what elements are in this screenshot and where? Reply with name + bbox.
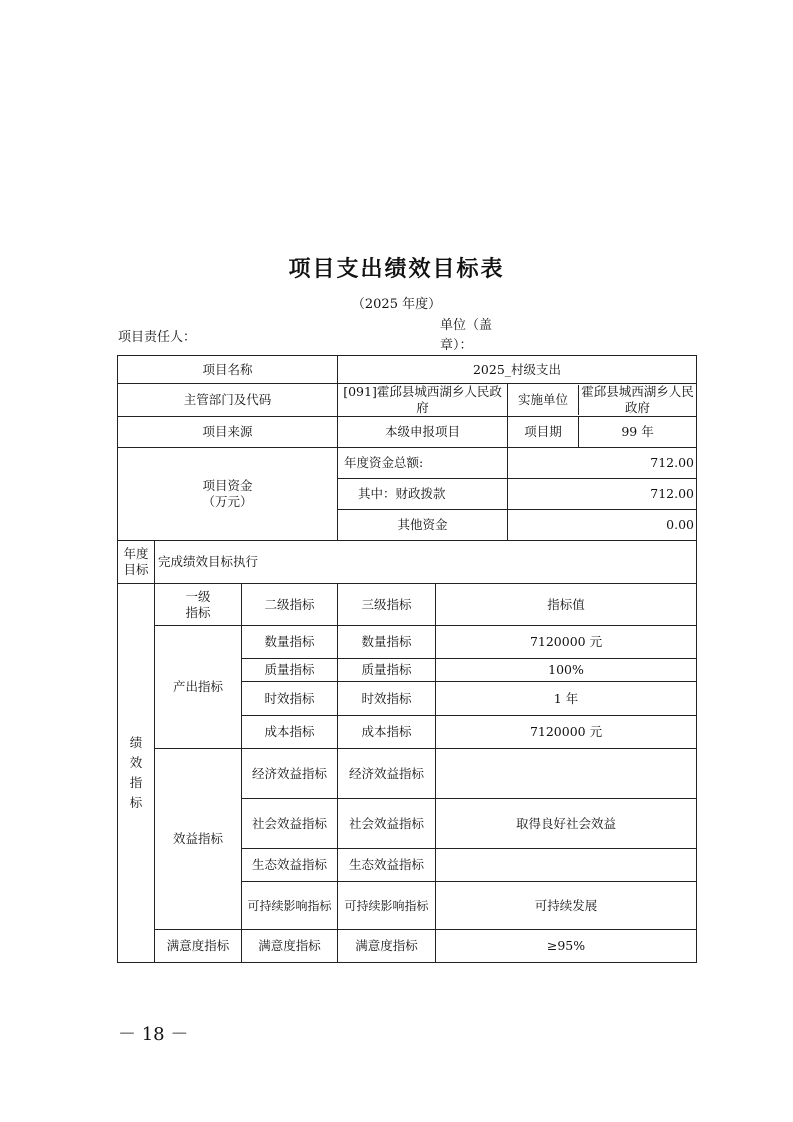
benefit-level3: 可持续影响指标	[338, 882, 436, 930]
satisfaction-row	[118, 930, 697, 963]
output-value: 7120000 元	[436, 716, 697, 749]
funds-fiscal-label: 其中：财政拨款	[338, 479, 508, 510]
output-level3: 质量指标	[338, 659, 436, 682]
output-level3: 时效指标	[338, 682, 436, 716]
benefit-value	[436, 749, 697, 799]
output-indicators-label: 产出指标	[155, 626, 242, 749]
level1-header	[155, 584, 242, 626]
satisfaction-level2: 满意度指标	[242, 930, 338, 963]
implementing-unit-value: 霍邱县城西湖乡人民政府	[581, 384, 694, 415]
project-source-row	[118, 417, 697, 448]
benefit-level3: 生态效益指标	[338, 849, 436, 882]
indicator-header-row	[118, 584, 697, 626]
satisfaction-level1: 满意度指标	[155, 930, 242, 963]
fiscal-year: （2025 年度）	[351, 297, 442, 312]
section-char: 指	[129, 775, 143, 790]
output-level3: 成本指标	[338, 716, 436, 749]
benefit-level3: 社会效益指标	[338, 799, 436, 849]
department-value: [091]霍邱县城西湖乡人民政府	[338, 384, 508, 417]
output-level3: 数量指标	[338, 626, 436, 659]
implementing-unit-label: 实施单位	[508, 385, 579, 415]
section-char: 效	[129, 755, 143, 770]
funds-total-row	[118, 448, 697, 479]
level1-header-line2: 指标	[185, 604, 211, 620]
page-number: － 18 －	[118, 1024, 189, 1045]
section-char: 绩	[129, 735, 143, 750]
project-funds-label	[118, 448, 338, 541]
implementing-unit-cell	[508, 384, 697, 417]
level1-header-line1: 一级	[185, 588, 211, 604]
performance-indicators-label	[118, 584, 155, 963]
funds-other-value: 0.00	[508, 510, 697, 541]
department-label: 主管部门及代码	[118, 384, 338, 417]
project-period-value: 99 年	[621, 424, 654, 439]
annual-goal-value: 完成绩效目标执行	[155, 541, 697, 584]
annual-goal-row	[118, 541, 697, 584]
benefit-level3: 经济效益指标	[338, 749, 436, 799]
responsible-person-label: 项目责任人：	[118, 330, 197, 345]
output-row	[118, 626, 697, 659]
annual-goal-label-line1: 年度	[123, 546, 149, 561]
funds-total-value: 712.00	[508, 448, 697, 479]
funds-total-label: 年度资金总额:	[338, 448, 508, 479]
funds-fiscal-value: 712.00	[508, 479, 697, 510]
section-char: 标	[129, 795, 143, 810]
output-value: 100%	[436, 659, 697, 682]
benefit-value: 可持续发展	[436, 882, 697, 930]
benefit-level2: 可持续影响指标	[242, 882, 338, 930]
project-period-cell	[508, 417, 697, 448]
level3-header: 三级指标	[338, 584, 436, 626]
unit-seal-label	[440, 316, 492, 356]
unit-label-line2: 章）：	[440, 338, 473, 353]
performance-target-table	[117, 355, 697, 963]
benefit-row	[118, 749, 697, 799]
page-title: 项目支出绩效目标表	[288, 257, 505, 282]
level2-header: 二级指标	[242, 584, 338, 626]
output-level2: 时效指标	[242, 682, 338, 716]
output-value: 1 年	[436, 682, 697, 716]
output-level2: 质量指标	[242, 659, 338, 682]
funds-label-line1: 项目资金	[202, 478, 253, 493]
benefit-value	[436, 849, 697, 882]
project-source-label: 项目来源	[118, 417, 338, 448]
funds-label-line2: （万元）	[202, 494, 253, 509]
benefit-level2: 经济效益指标	[242, 749, 338, 799]
annual-goal-label	[118, 541, 155, 584]
indicator-value-header: 指标值	[436, 584, 697, 626]
benefit-level2: 生态效益指标	[242, 849, 338, 882]
output-level2: 数量指标	[242, 626, 338, 659]
department-row	[118, 384, 697, 417]
benefit-value: 取得良好社会效益	[436, 799, 697, 849]
satisfaction-value: ≥95%	[436, 930, 697, 963]
project-period-label: 项目期	[508, 417, 579, 447]
output-value: 7120000 元	[436, 626, 697, 659]
benefit-level2: 社会效益指标	[242, 799, 338, 849]
benefit-indicators-label: 效益指标	[155, 749, 242, 930]
funds-other-label: 其他资金	[338, 510, 508, 541]
project-name-row	[118, 356, 697, 384]
satisfaction-level3: 满意度指标	[338, 930, 436, 963]
unit-label-line1: 单位（盖	[440, 318, 493, 333]
output-level2: 成本指标	[242, 716, 338, 749]
project-name-label: 项目名称	[118, 356, 338, 384]
project-source-value: 本级申报项目	[338, 417, 508, 448]
project-name-value: 2025_村级支出	[338, 356, 697, 384]
annual-goal-label-line2: 目标	[123, 562, 149, 577]
